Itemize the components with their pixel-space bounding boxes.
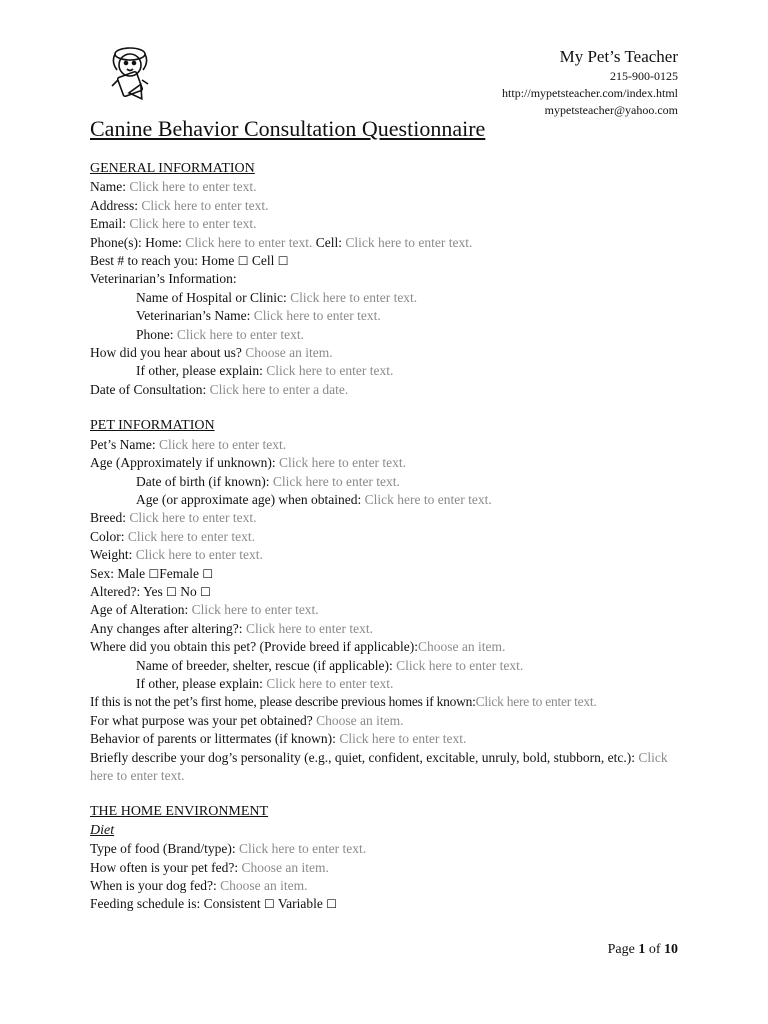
field-label: Color: — [90, 528, 125, 544]
dropdown-hear-about[interactable]: Choose an item. — [245, 345, 333, 361]
field-dob — [90, 473, 690, 491]
dropdown-when-fed[interactable]: Choose an item. — [220, 878, 308, 894]
field-label: Date of Consultation: — [90, 381, 207, 397]
field-color — [90, 528, 690, 546]
field-email — [90, 215, 690, 233]
text-field-pet-name[interactable]: Click here to enter text. — [159, 436, 287, 452]
field-label: Age (Approximately if unknown): — [90, 455, 276, 471]
field-address — [90, 197, 690, 215]
field-label: Phone(s): Home: — [90, 234, 182, 250]
option-label: Female — [159, 565, 200, 581]
dropdown-purpose[interactable]: Choose an item. — [316, 712, 404, 728]
page-label: Page — [607, 942, 635, 957]
page-current: 1 — [638, 942, 646, 957]
option-label: Home — [201, 253, 235, 269]
org-phone: 215-900-0125 — [610, 69, 678, 83]
field-label: Altered?: Yes — [90, 583, 163, 599]
text-field-breeder[interactable]: Click here to enter text. — [396, 657, 524, 673]
field-label: Age of Alteration: — [90, 602, 189, 618]
text-field-address[interactable]: Click here to enter text. — [141, 197, 269, 213]
field-label: If other, please explain: — [136, 363, 263, 379]
field-label: Name: — [90, 179, 126, 195]
field-weight — [90, 546, 690, 564]
checkbox-variable[interactable]: ☐ — [326, 897, 338, 912]
field-how-often — [90, 859, 690, 877]
field-label: Feeding schedule is: Consistent — [90, 896, 261, 912]
field-when-fed — [90, 877, 690, 895]
questionnaire-body — [90, 160, 690, 914]
field-where-obtained — [90, 638, 690, 656]
field-label: How did you hear about us? — [90, 345, 242, 361]
org-email-link[interactable]: mypetsteacher@yahoo.com — [544, 103, 678, 117]
field-vet-phone — [90, 326, 690, 344]
field-vet-info: Veterinarian’s Information: — [90, 271, 237, 287]
checkbox-altered-no[interactable]: ☐ — [200, 584, 211, 599]
text-field-changes[interactable]: Click here to enter text. — [245, 620, 374, 636]
field-breed — [90, 509, 690, 527]
text-field-previous-homes[interactable]: Click here to enter text. — [475, 694, 597, 710]
field-parents — [90, 730, 690, 748]
field-label: When is your dog fed?: — [90, 878, 217, 894]
text-field-breed[interactable]: Click here to enter text. — [129, 510, 257, 526]
option-label: Variable — [277, 896, 323, 912]
text-field-cell-phone[interactable]: Click here to enter text. — [345, 234, 473, 250]
date-picker-consultation[interactable]: Click here to enter a date. — [209, 381, 349, 397]
field-label: Age (or approximate age) when obtained: — [136, 491, 362, 507]
field-hear-other — [90, 362, 690, 380]
field-age — [90, 454, 690, 472]
checkbox-female[interactable]: ☐ — [202, 566, 214, 581]
field-pet-name — [90, 436, 690, 454]
dog-pencil-logo — [100, 40, 166, 106]
field-hear-about — [90, 344, 690, 362]
field-label: Briefly describe your dog’s personality (e.g., quiet, confident, excitable, unruly, bold, stubborn, etc.): — [90, 749, 635, 765]
checkbox-altered-yes[interactable]: ☐ — [166, 584, 177, 599]
text-field-email[interactable]: Click here to enter text. — [129, 216, 257, 232]
field-obtained-other — [90, 675, 690, 693]
page-of: of — [648, 942, 661, 957]
field-feeding-schedule — [90, 895, 690, 913]
field-label: Type of food (Brand/type): — [90, 841, 236, 857]
field-best-number — [90, 252, 690, 270]
field-label: Any changes after altering?: — [90, 620, 243, 636]
field-altered — [90, 583, 690, 601]
text-field-weight[interactable]: Click here to enter text. — [135, 547, 263, 563]
text-field-food-type[interactable]: Click here to enter text. — [239, 841, 367, 857]
text-field-personality[interactable]: Click here to enter text. — [90, 749, 668, 783]
field-label: How often is your pet fed?: — [90, 859, 239, 875]
text-field-age-obtained[interactable]: Click here to enter text. — [364, 491, 492, 507]
field-label: If other, please explain: — [136, 675, 263, 691]
field-label: Name of Hospital or Clinic: — [136, 289, 287, 305]
field-breeder — [90, 657, 690, 675]
text-field-vet-name[interactable]: Click here to enter text. — [253, 308, 381, 324]
page-number — [608, 942, 678, 958]
field-label: Breed: — [90, 510, 126, 526]
field-consult-date — [90, 381, 690, 399]
field-label: For what purpose was your pet obtained? — [90, 712, 313, 728]
dropdown-how-often[interactable]: Choose an item. — [241, 859, 329, 875]
field-label: Address: — [90, 197, 138, 213]
text-field-obtained-other[interactable]: Click here to enter text. — [266, 675, 394, 691]
checkbox-cell[interactable]: ☐ — [277, 254, 289, 269]
field-label: Veterinarian’s Name: — [136, 308, 251, 324]
option-label: Cell — [251, 253, 275, 269]
field-label: Name of breeder, shelter, rescue (if applicable): — [136, 657, 393, 673]
field-first-home — [90, 693, 690, 711]
field-label: Behavior of parents or littermates (if known): — [90, 731, 336, 747]
header-contact — [502, 46, 678, 119]
text-field-dob[interactable]: Click here to enter text. — [272, 473, 400, 489]
org-website-link[interactable]: http://mypetsteacher.com/index.html — [502, 86, 678, 100]
text-field-color[interactable]: Click here to enter text. — [127, 528, 255, 544]
field-vet-name — [90, 307, 690, 325]
field-name — [90, 178, 690, 196]
org-name: My Pet’s Teacher — [559, 47, 678, 66]
section-heading-home: THE HOME ENVIRONMENT — [90, 804, 269, 820]
field-hospital — [90, 289, 690, 307]
field-purpose — [90, 712, 690, 730]
text-field-age-alteration[interactable]: Click here to enter text. — [191, 602, 319, 618]
section-heading-pet: PET INFORMATION — [90, 418, 215, 434]
field-label: If this is not the pet’s first home, please describe previous homes if known: — [90, 694, 476, 710]
option-label: No — [180, 583, 197, 599]
field-sex — [90, 565, 690, 583]
field-food-type — [90, 840, 690, 858]
section-heading-general: GENERAL INFORMATION — [90, 161, 255, 176]
text-field-name[interactable]: Click here to enter text. — [129, 179, 257, 195]
text-field-hospital[interactable]: Click here to enter text. — [290, 289, 418, 305]
field-label: Best # to reach you: — [90, 253, 198, 269]
text-field-vet-phone[interactable]: Click here to enter text. — [176, 326, 304, 342]
subheading-diet: Diet — [90, 822, 115, 838]
text-field-hear-other[interactable]: Click here to enter text. — [266, 363, 394, 379]
field-label: Sex: Male — [90, 565, 146, 581]
field-changes — [90, 620, 690, 638]
field-label: Email: — [90, 216, 126, 232]
field-label: Where did you obtain this pet? (Provide breed if applicable): — [90, 639, 419, 655]
text-field-home-phone[interactable]: Click here to enter text. — [185, 234, 313, 250]
field-age-obtained — [90, 491, 690, 509]
field-label: Phone: — [136, 326, 174, 342]
field-label: Cell: — [315, 234, 342, 250]
page-total: 10 — [664, 942, 678, 957]
checkbox-home[interactable]: ☐ — [237, 254, 249, 269]
field-personality — [90, 749, 690, 786]
text-field-age[interactable]: Click here to enter text. — [278, 455, 407, 471]
field-phones — [90, 234, 690, 252]
page-title: Canine Behavior Consultation Questionnaire — [90, 116, 486, 141]
field-label: Pet’s Name: — [90, 436, 156, 452]
dropdown-where-obtained[interactable]: Choose an item. — [418, 639, 506, 655]
checkbox-male[interactable]: ☐ — [148, 566, 160, 581]
field-label: Date of birth (if known): — [136, 473, 270, 489]
text-field-parents[interactable]: Click here to enter text. — [339, 731, 467, 747]
checkbox-consistent[interactable]: ☐ — [263, 897, 275, 912]
field-age-alteration — [90, 601, 690, 619]
field-label: Weight: — [90, 547, 133, 563]
